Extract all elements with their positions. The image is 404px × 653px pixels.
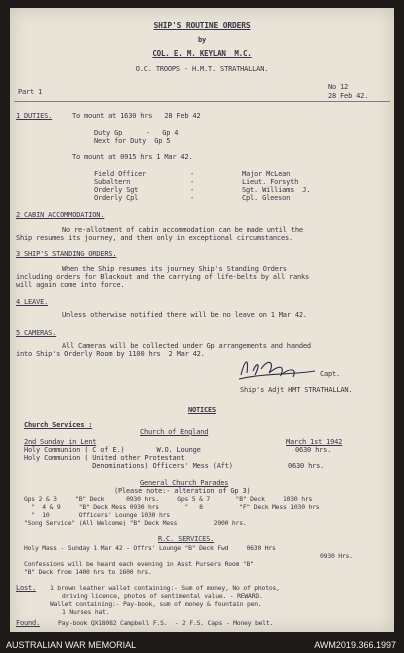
standing-orders-line-1: When the Ship resumes its journey Ship's Standing Orders <box>62 265 287 273</box>
notices-heading: NOTICES <box>187 406 217 414</box>
signature-rank: Capt. <box>320 370 341 378</box>
duty-role: Orderly Sgt <box>94 186 139 194</box>
duty-role: Subaltern <box>94 178 131 186</box>
duty-name: Lieut. Forsyth <box>242 178 299 186</box>
parade-line-2: " 4 & 9 "B" Deck Mess 0930 hrs " 8 "F" Deck Mess 1030 hrs <box>24 503 320 511</box>
holy-communion-3: Denominations) Officers' Mess (Aft) <box>24 462 233 470</box>
duty-name: Cpl. Gleeson <box>242 194 291 202</box>
duties-mount-second: To mount at 0915 hrs 1 Mar 42. <box>72 153 193 161</box>
found-line-1: Pay-book QX18082 Campbell F.S. - 2 F.S. Caps - Money belt. <box>58 619 274 627</box>
duty-dash: - <box>190 170 195 178</box>
cameras-line-1: All Cameras will be collected under Gp arrangements and handed <box>62 342 311 350</box>
part-number: Part 1 <box>18 88 43 96</box>
lost-line-2: driving licence, photos of sentimental value. - REWARD. <box>62 592 263 600</box>
found-label: Found. <box>16 619 41 627</box>
duty-name: Sgt. Williams J. <box>242 186 311 194</box>
document-title: SHIP'S ROUTINE ORDERS <box>153 21 251 30</box>
cabin-line-2: Ship resumes its journey, and then only in exceptional circumstances. <box>16 234 293 242</box>
holy-communion-2: Holy Communion ( United other Protestant <box>24 454 185 462</box>
church-services-heading: Church Services : <box>24 421 93 429</box>
header-rule <box>14 101 390 102</box>
general-church-parades: General Church Parades <box>140 479 229 487</box>
cabin-heading: 2 CABIN ACCOMMODATION. <box>16 211 105 219</box>
oc-troops: O.C. TROOPS - H.M.T. STRATHALLAN. <box>135 65 269 73</box>
lost-line-4: 1 Nurses hat. <box>62 608 110 616</box>
lost-label: Lost. <box>16 584 37 592</box>
issuing-officer: COL. E. M. KEYLAN M.C. <box>152 49 252 58</box>
duty-name: Major McLean <box>242 170 291 178</box>
service-date: March 1st 1942 <box>286 438 343 446</box>
cameras-line-2: into Ship's Orderly Room by 1100 hrs 2 Mar 42. <box>16 350 205 358</box>
holy-communion-3-time: 0630 hrs. <box>288 462 325 470</box>
duties-heading: 1 DUTIES. <box>16 112 53 120</box>
sunday-in-lent: 2nd Sunday in Lent <box>24 438 97 446</box>
holy-communion-1: Holy Communion ( C of E.) W.O. Lounge <box>24 446 201 454</box>
duty-role: Orderly Cpl <box>94 194 139 202</box>
holy-communion-1-time: 0630 hrs. <box>295 446 332 454</box>
order-number: No 12 <box>328 83 349 91</box>
duty-dash: - <box>190 194 195 202</box>
confessions-line-1: Confessions will be heard each evening in Asst Pursers Room "B" <box>24 560 254 568</box>
holy-mass-second-time: 0930 Hrs. <box>320 552 353 560</box>
document-page <box>10 8 394 632</box>
parade-line-3: " 10 Officers' Lounge 1030 hrs <box>24 511 170 519</box>
lost-line-3: Wallet containing:- Pay-book, sum of money & fountain pen. <box>50 600 262 608</box>
ships-adjutant: Ship's Adjt HMT STRATHALLAN. <box>240 386 353 394</box>
archive-name: AUSTRALIAN WAR MEMORIAL <box>6 640 137 650</box>
rc-services-heading: R.C. SERVICES. <box>158 535 215 543</box>
duty-dash: - <box>190 186 195 194</box>
leave-line-1: Unless otherwise notified there will be no leave on 1 Mar 42. <box>62 311 307 319</box>
cabin-line-1: No re-allotment of cabin accommodation can be made until the <box>62 226 303 234</box>
by-line: by <box>197 36 207 44</box>
duties-mount-first: To mount at 1630 hrs 28 Feb 42 <box>72 112 201 120</box>
parade-note: (Please note:- alteration of Gp 3) <box>114 487 251 495</box>
duty-dash: - <box>190 178 195 186</box>
next-duty-group: Next for Duty Gp 5 <box>94 137 171 145</box>
church-of-england: Church of England <box>140 428 209 436</box>
standing-orders-line-3: will again come into force. <box>16 281 125 289</box>
duty-group: Duty Gp - Gp 4 <box>94 129 179 137</box>
parade-line-1: Gps 2 & 3 "B" Deck 0930 hrs. Gps 5 & 7 "B" Deck 1030 hrs <box>24 495 313 503</box>
confessions-line-2: "B" Deck from 1400 hrs to 1600 hrs. <box>24 568 152 576</box>
holy-mass: Holy Mass - Sunday 1 Mar 42 - Offrs' Lounge "B" Deck Fwd 0630 Hrs <box>24 544 276 552</box>
duty-role: Field Officer <box>94 170 147 178</box>
order-date: 28 Feb 42. <box>328 92 369 100</box>
standing-orders-heading: 3 SHIP'S STANDING ORDERS. <box>16 250 117 258</box>
lost-line-1: 1 brown leather wallet containing:- Sum of money, No of photos, <box>50 584 280 592</box>
cameras-heading: 5 CAMERAS. <box>16 329 57 337</box>
archive-footer <box>0 636 404 653</box>
leave-heading: 4 LEAVE. <box>16 298 49 306</box>
handwritten-signature <box>235 353 325 383</box>
parade-line-4: "Song Service" (All Welcome) "B" Deck Mess 2000 hrs. <box>24 519 247 527</box>
archive-reference: AWM2019.366.1997 <box>314 640 396 650</box>
standing-orders-line-2: including orders for Blackout and the carrying of life-belts by all ranks <box>16 273 310 281</box>
